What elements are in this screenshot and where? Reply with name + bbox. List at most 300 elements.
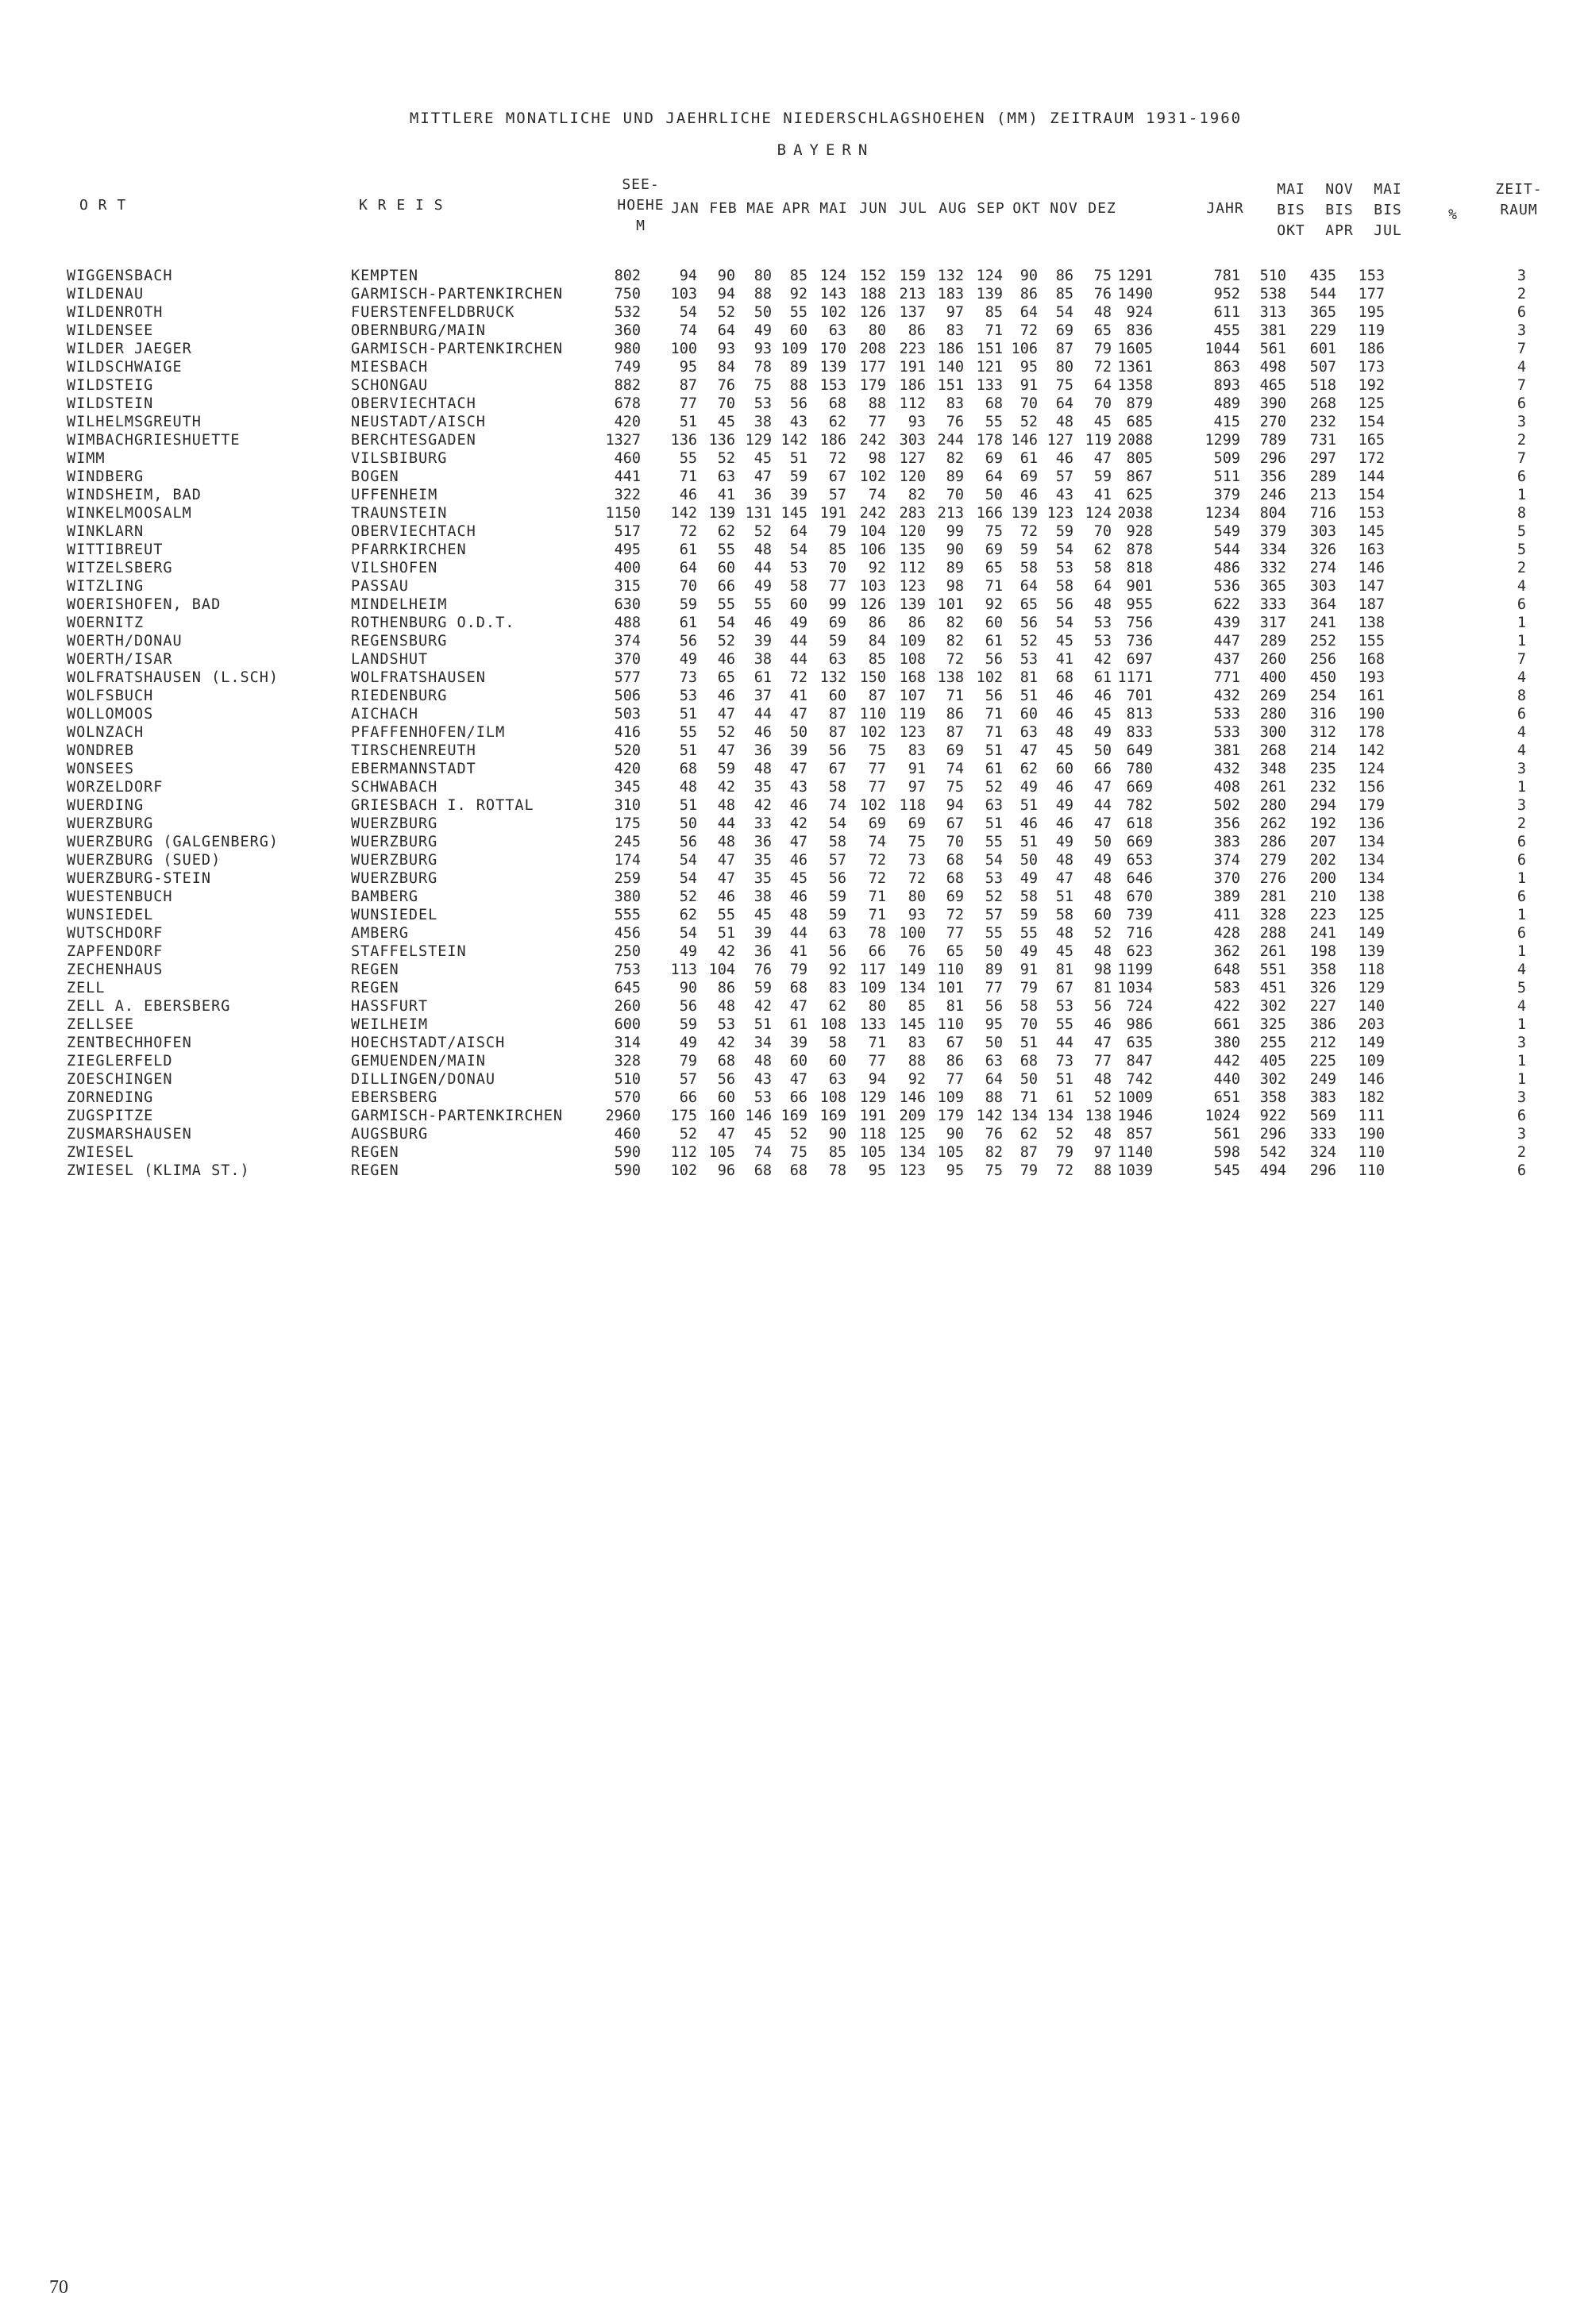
- cell-mai-okt: 383: [1213, 834, 1240, 850]
- cell-ort: WUERZBURG-STEIN: [67, 870, 212, 887]
- cell-jun: 208: [859, 341, 886, 357]
- cell-jun: 72: [868, 852, 886, 869]
- table-row: [0, 888, 1588, 906]
- cell-seehoehe: 245: [614, 834, 641, 850]
- cell-apr: 44: [789, 633, 807, 649]
- cell-aug: 132: [937, 268, 964, 284]
- cell-aug: 89: [946, 468, 964, 485]
- cell-ort: WOERTH/DONAU: [67, 633, 183, 649]
- cell-okt: 58: [1019, 888, 1038, 905]
- cell-apr: 46: [789, 797, 807, 814]
- cell-jahr: 669: [1126, 834, 1153, 850]
- cell-jun: 80: [868, 998, 886, 1015]
- cell-jahr: 742: [1126, 1071, 1153, 1088]
- cell-mai-okt: 549: [1213, 523, 1240, 540]
- cell-feb: 64: [717, 322, 735, 339]
- cell-aug: 76: [946, 414, 964, 430]
- cell-sep: 76: [985, 1126, 1003, 1143]
- cell-jun: 69: [868, 815, 886, 832]
- cell-nov-apr: 332: [1259, 560, 1286, 576]
- cell-ort: ZECHENHAUS: [67, 962, 164, 978]
- cell-zeitraum: 7: [1517, 377, 1526, 394]
- cell-jahr: 1034: [1117, 980, 1153, 996]
- cell-feb: 62: [717, 523, 735, 540]
- cell-mae: 51: [754, 1016, 772, 1033]
- cell-jul: 82: [908, 487, 926, 503]
- cell-percent: 111: [1358, 1108, 1385, 1124]
- cell-jahr: 649: [1126, 742, 1153, 759]
- cell-aug: 86: [946, 1053, 964, 1070]
- cell-feb: 105: [708, 1144, 735, 1161]
- cell-jun: 102: [859, 797, 886, 814]
- cell-percent: 163: [1358, 541, 1385, 558]
- cell-nov: 134: [1046, 1108, 1073, 1124]
- cell-apr: 72: [789, 669, 807, 686]
- cell-mai: 56: [828, 870, 846, 887]
- cell-seehoehe: 517: [614, 523, 641, 540]
- cell-mae: 38: [754, 414, 772, 430]
- cell-jahr: 2038: [1117, 505, 1153, 522]
- table-title: MITTLERE MONATLICHE UND JAEHRLICHE NIEDERSCHLAGSHOEHEN (MM) ZEITRAUM 1931-1960: [409, 110, 1243, 127]
- cell-nov-apr: 280: [1259, 797, 1286, 814]
- cell-okt: 46: [1019, 487, 1038, 503]
- cell-jun: 242: [859, 432, 886, 449]
- table-row: [0, 358, 1588, 376]
- cell-jun: 109: [859, 980, 886, 996]
- table-row: [0, 632, 1588, 650]
- cell-nov-apr: 302: [1259, 1071, 1286, 1088]
- cell-feb: 48: [717, 998, 735, 1015]
- cell-mai-jul: 213: [1309, 487, 1336, 503]
- cell-okt: 70: [1019, 1016, 1038, 1033]
- cell-jahr: 739: [1126, 907, 1153, 923]
- cell-mae: 39: [754, 633, 772, 649]
- cell-percent: 182: [1358, 1089, 1385, 1106]
- cell-aug: 89: [946, 560, 964, 576]
- cell-kreis: OBERNBURG/MAIN: [351, 322, 486, 339]
- cell-jun: 98: [868, 450, 886, 467]
- cell-zeitraum: 6: [1517, 706, 1526, 723]
- cell-dez: 42: [1093, 651, 1112, 668]
- header-mai-okt-line1: MAI: [1277, 181, 1305, 198]
- cell-jun: 71: [868, 888, 886, 905]
- cell-mae: 48: [754, 541, 772, 558]
- cell-ort: ZELL: [67, 980, 106, 996]
- cell-jul: 125: [899, 1126, 926, 1143]
- cell-jahr: 618: [1126, 815, 1153, 832]
- cell-jan: 54: [679, 870, 697, 887]
- cell-zeitraum: 6: [1517, 1162, 1526, 1179]
- cell-seehoehe: 310: [614, 797, 641, 814]
- cell-feb: 46: [717, 688, 735, 704]
- cell-dez: 60: [1093, 907, 1112, 923]
- cell-zeitraum: 7: [1517, 450, 1526, 467]
- cell-feb: 52: [717, 304, 735, 321]
- cell-ort: WUNSIEDEL: [67, 907, 154, 923]
- cell-feb: 94: [717, 286, 735, 303]
- cell-mai-jul: 198: [1309, 943, 1336, 960]
- cell-jun: 74: [868, 487, 886, 503]
- cell-jan: 57: [679, 1071, 697, 1088]
- cell-zeitraum: 1: [1517, 633, 1526, 649]
- table-row: [0, 796, 1588, 815]
- cell-mai: 124: [819, 268, 846, 284]
- cell-feb: 47: [717, 1126, 735, 1143]
- cell-feb: 51: [717, 925, 735, 942]
- cell-ort: ZORNEDING: [67, 1089, 154, 1106]
- cell-zeitraum: 3: [1517, 1089, 1526, 1106]
- cell-aug: 75: [946, 779, 964, 796]
- cell-jun: 177: [859, 359, 886, 376]
- cell-nov: 85: [1055, 286, 1073, 303]
- cell-seehoehe: 678: [614, 395, 641, 412]
- cell-aug: 98: [946, 578, 964, 595]
- cell-percent: 146: [1358, 560, 1385, 576]
- cell-sep: 50: [985, 1035, 1003, 1051]
- cell-ort: ZWIESEL (KLIMA ST.): [67, 1162, 250, 1179]
- cell-zeitraum: 5: [1517, 541, 1526, 558]
- cell-nov: 46: [1055, 688, 1073, 704]
- cell-feb: 96: [717, 1162, 735, 1179]
- cell-jul: 159: [899, 268, 926, 284]
- cell-sep: 71: [985, 322, 1003, 339]
- cell-nov: 48: [1055, 925, 1073, 942]
- cell-kreis: SCHWABACH: [351, 779, 438, 796]
- cell-seehoehe: 750: [614, 286, 641, 303]
- cell-jul: 146: [899, 1089, 926, 1106]
- cell-okt: 68: [1019, 1053, 1038, 1070]
- cell-kreis: MINDELHEIM: [351, 596, 448, 613]
- cell-jahr: 955: [1126, 596, 1153, 613]
- cell-jun: 118: [859, 1126, 886, 1143]
- cell-mai-okt: 771: [1213, 669, 1240, 686]
- header-mai-jul: [1364, 179, 1412, 241]
- cell-zeitraum: 6: [1517, 395, 1526, 412]
- cell-kreis: PASSAU: [351, 578, 409, 595]
- cell-percent: 178: [1358, 724, 1385, 741]
- cell-jun: 129: [859, 1089, 886, 1106]
- cell-mae: 50: [754, 304, 772, 321]
- cell-mai-jul: 256: [1309, 651, 1336, 668]
- cell-nov: 46: [1055, 779, 1073, 796]
- table-row: [0, 431, 1588, 449]
- cell-jul: 75: [908, 834, 926, 850]
- cell-feb: 47: [717, 852, 735, 869]
- cell-zeitraum: 6: [1517, 304, 1526, 321]
- cell-feb: 55: [717, 596, 735, 613]
- cell-mai: 63: [828, 651, 846, 668]
- cell-ort: WINKLARN: [67, 523, 145, 540]
- cell-nov-apr: 296: [1259, 450, 1286, 467]
- cell-mai-jul: 716: [1309, 505, 1336, 522]
- cell-sep: 68: [985, 395, 1003, 412]
- table-row: [0, 267, 1588, 285]
- cell-jul: 80: [908, 888, 926, 905]
- cell-ort: WINDBERG: [67, 468, 145, 485]
- cell-zeitraum: 2: [1517, 560, 1526, 576]
- cell-nov: 48: [1055, 852, 1073, 869]
- cell-mai-okt: 648: [1213, 962, 1240, 978]
- cell-mai-okt: 374: [1213, 852, 1240, 869]
- cell-aug: 101: [937, 596, 964, 613]
- cell-jul: 112: [899, 395, 926, 412]
- cell-nov: 43: [1055, 487, 1073, 503]
- cell-jan: 46: [679, 487, 697, 503]
- cell-mai: 99: [828, 596, 846, 613]
- cell-nov: 73: [1055, 1053, 1073, 1070]
- cell-zeitraum: 3: [1517, 414, 1526, 430]
- cell-zeitraum: 7: [1517, 341, 1526, 357]
- cell-mai: 60: [828, 1053, 846, 1070]
- cell-jun: 80: [868, 322, 886, 339]
- cell-nov: 55: [1055, 1016, 1073, 1033]
- cell-ort: WIMM: [67, 450, 106, 467]
- header-seehoehe-line1: SEE-: [622, 176, 660, 193]
- cell-nov-apr: 255: [1259, 1035, 1286, 1051]
- cell-feb: 60: [717, 1089, 735, 1106]
- cell-kreis: TRAUNSTEIN: [351, 505, 448, 522]
- cell-jun: 87: [868, 688, 886, 704]
- cell-mai: 77: [828, 578, 846, 595]
- cell-jul: 127: [899, 450, 926, 467]
- cell-apr: 47: [789, 761, 807, 777]
- page-number: 70: [49, 2277, 68, 2298]
- cell-kreis: WOLFRATSHAUSEN: [351, 669, 486, 686]
- cell-kreis: STAFFELSTEIN: [351, 943, 467, 960]
- cell-dez: 44: [1093, 797, 1112, 814]
- cell-jan: 175: [670, 1108, 697, 1124]
- cell-jun: 126: [859, 304, 886, 321]
- cell-mai-jul: 229: [1309, 322, 1336, 339]
- cell-mai: 85: [828, 1144, 846, 1161]
- cell-feb: 56: [717, 1071, 735, 1088]
- cell-sep: 71: [985, 724, 1003, 741]
- cell-seehoehe: 259: [614, 870, 641, 887]
- cell-mai-okt: 661: [1213, 1016, 1240, 1033]
- cell-okt: 62: [1019, 1126, 1038, 1143]
- cell-sep: 92: [985, 596, 1003, 613]
- cell-jan: 51: [679, 797, 697, 814]
- cell-percent: 138: [1358, 615, 1385, 631]
- cell-feb: 160: [708, 1108, 735, 1124]
- cell-percent: 153: [1358, 268, 1385, 284]
- cell-apr: 68: [789, 980, 807, 996]
- table-row: [0, 778, 1588, 796]
- cell-mae: 45: [754, 907, 772, 923]
- cell-ort: WONDREB: [67, 742, 134, 759]
- cell-mai-jul: 202: [1309, 852, 1336, 869]
- cell-mai-jul: 364: [1309, 596, 1336, 613]
- cell-okt: 51: [1019, 797, 1038, 814]
- table-row: [0, 340, 1588, 358]
- cell-apr: 43: [789, 414, 807, 430]
- cell-mai: 60: [828, 688, 846, 704]
- cell-seehoehe: 532: [614, 304, 641, 321]
- cell-dez: 98: [1093, 962, 1112, 978]
- cell-seehoehe: 370: [614, 651, 641, 668]
- cell-jan: 61: [679, 541, 697, 558]
- cell-apr: 49: [789, 615, 807, 631]
- cell-percent: 190: [1358, 706, 1385, 723]
- cell-apr: 92: [789, 286, 807, 303]
- cell-mai: 78: [828, 1162, 846, 1179]
- cell-okt: 106: [1011, 341, 1038, 357]
- cell-nov: 68: [1055, 669, 1073, 686]
- cell-mai: 85: [828, 541, 846, 558]
- cell-sep: 61: [985, 761, 1003, 777]
- cell-mai: 143: [819, 286, 846, 303]
- cell-kreis: GARMISCH-PARTENKIRCHEN: [351, 341, 564, 357]
- cell-jun: 92: [868, 560, 886, 576]
- table-row: [0, 468, 1588, 486]
- cell-jahr: 1140: [1117, 1144, 1153, 1161]
- cell-feb: 48: [717, 834, 735, 850]
- cell-mai: 67: [828, 761, 846, 777]
- cell-apr: 44: [789, 925, 807, 942]
- header-month-jul: JUL: [899, 200, 927, 217]
- cell-mae: 80: [754, 268, 772, 284]
- cell-dez: 52: [1093, 1089, 1112, 1106]
- cell-dez: 124: [1085, 505, 1112, 522]
- cell-seehoehe: 380: [614, 888, 641, 905]
- cell-jan: 71: [679, 468, 697, 485]
- cell-mai-okt: 370: [1213, 870, 1240, 887]
- cell-kreis: UFFENHEIM: [351, 487, 438, 503]
- cell-mae: 55: [754, 596, 772, 613]
- cell-nov-apr: 510: [1259, 268, 1286, 284]
- cell-mai-jul: 544: [1309, 286, 1336, 303]
- cell-jahr: 818: [1126, 560, 1153, 576]
- cell-percent: 125: [1358, 907, 1385, 923]
- cell-seehoehe: 328: [614, 1053, 641, 1070]
- cell-nov: 59: [1055, 523, 1073, 540]
- cell-dez: 70: [1093, 523, 1112, 540]
- cell-jun: 102: [859, 724, 886, 741]
- cell-kreis: REGENSBURG: [351, 633, 448, 649]
- cell-jun: 188: [859, 286, 886, 303]
- cell-mai-okt: 533: [1213, 724, 1240, 741]
- cell-percent: 156: [1358, 779, 1385, 796]
- cell-nov-apr: 276: [1259, 870, 1286, 887]
- cell-aug: 138: [937, 669, 964, 686]
- cell-nov-apr: 333: [1259, 596, 1286, 613]
- table-row: [0, 979, 1588, 997]
- cell-jul: 112: [899, 560, 926, 576]
- table-row: [0, 1052, 1588, 1070]
- cell-ort: WONSEES: [67, 761, 134, 777]
- cell-dez: 62: [1093, 541, 1112, 558]
- cell-ort: WINKELMOOSALM: [67, 505, 192, 522]
- cell-mai-jul: 518: [1309, 377, 1336, 394]
- cell-jahr: 1039: [1117, 1162, 1153, 1179]
- cell-apr: 52: [789, 1126, 807, 1143]
- cell-aug: 101: [937, 980, 964, 996]
- cell-jahr: 716: [1126, 925, 1153, 942]
- cell-nov-apr: 261: [1259, 779, 1286, 796]
- cell-apr: 46: [789, 888, 807, 905]
- cell-mai: 59: [828, 907, 846, 923]
- header-month-dez: DEZ: [1088, 200, 1116, 217]
- table-row: [0, 760, 1588, 778]
- cell-aug: 151: [937, 377, 964, 394]
- cell-jul: 139: [899, 596, 926, 613]
- table-row: [0, 1107, 1588, 1125]
- cell-seehoehe: 645: [614, 980, 641, 996]
- cell-mai-jul: 731: [1309, 432, 1336, 449]
- cell-okt: 62: [1019, 761, 1038, 777]
- cell-ort: WILHELMSGREUTH: [67, 414, 202, 430]
- cell-apr: 66: [789, 1089, 807, 1106]
- cell-feb: 136: [708, 432, 735, 449]
- cell-jan: 90: [679, 980, 697, 996]
- cell-percent: 173: [1358, 359, 1385, 376]
- header-mai-jul-line2: BIS: [1374, 202, 1402, 218]
- cell-percent: 155: [1358, 633, 1385, 649]
- cell-nov-apr: 268: [1259, 742, 1286, 759]
- cell-sep: 50: [985, 943, 1003, 960]
- cell-mai-jul: 303: [1309, 523, 1336, 540]
- cell-kreis: OBERVIECHTACH: [351, 395, 476, 412]
- cell-jul: 108: [899, 651, 926, 668]
- cell-ort: ZWIESEL: [67, 1144, 134, 1161]
- cell-percent: 179: [1358, 797, 1385, 814]
- cell-seehoehe: 590: [614, 1162, 641, 1179]
- cell-jan: 54: [679, 852, 697, 869]
- cell-mae: 36: [754, 834, 772, 850]
- cell-aug: 97: [946, 304, 964, 321]
- cell-percent: 147: [1358, 578, 1385, 595]
- cell-seehoehe: 503: [614, 706, 641, 723]
- cell-okt: 53: [1019, 651, 1038, 668]
- cell-okt: 65: [1019, 596, 1038, 613]
- cell-kreis: TIRSCHENREUTH: [351, 742, 476, 759]
- cell-mai-okt: 442: [1213, 1053, 1240, 1070]
- cell-mae: 76: [754, 962, 772, 978]
- cell-mai-okt: 440: [1213, 1071, 1240, 1088]
- cell-mai-jul: 214: [1309, 742, 1336, 759]
- cell-feb: 63: [717, 468, 735, 485]
- cell-mai-okt: 545: [1213, 1162, 1240, 1179]
- cell-mai-okt: 415: [1213, 414, 1240, 430]
- cell-jahr: 986: [1126, 1016, 1153, 1033]
- table-row: [0, 942, 1588, 961]
- cell-percent: 153: [1358, 505, 1385, 522]
- cell-aug: 82: [946, 633, 964, 649]
- cell-apr: 54: [789, 541, 807, 558]
- cell-nov: 48: [1055, 414, 1073, 430]
- cell-zeitraum: 1: [1517, 779, 1526, 796]
- cell-nov: 45: [1055, 633, 1073, 649]
- cell-kreis: REGEN: [351, 962, 399, 978]
- cell-nov: 54: [1055, 541, 1073, 558]
- table-row: [0, 1089, 1588, 1107]
- cell-nov-apr: 804: [1259, 505, 1286, 522]
- cell-feb: 66: [717, 578, 735, 595]
- cell-apr: 60: [789, 322, 807, 339]
- table-row: [0, 961, 1588, 979]
- cell-aug: 140: [937, 359, 964, 376]
- cell-kreis: VILSBIBURG: [351, 450, 448, 467]
- cell-mai-jul: 507: [1309, 359, 1336, 376]
- cell-jahr: 1009: [1117, 1089, 1153, 1106]
- cell-jahr: 867: [1126, 468, 1153, 485]
- table-row: [0, 1125, 1588, 1143]
- cell-percent: 195: [1358, 304, 1385, 321]
- cell-jahr: 2088: [1117, 432, 1153, 449]
- cell-kreis: REGEN: [351, 980, 399, 996]
- cell-ort: WILDENAU: [67, 286, 145, 303]
- cell-mai-okt: 893: [1213, 377, 1240, 394]
